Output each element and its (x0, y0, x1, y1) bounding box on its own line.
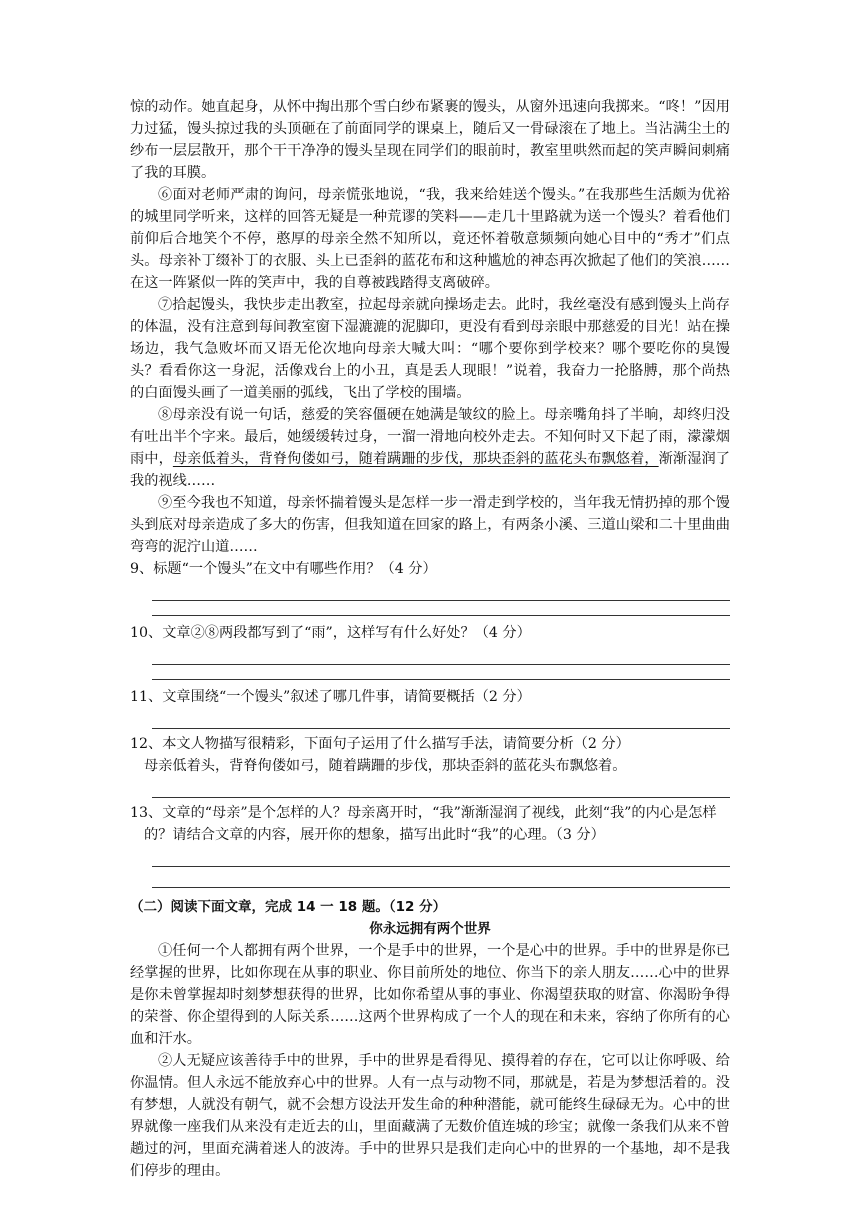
section-2-header: （二）阅读下面文章，完成 14 一 18 题。（12 分） (130, 899, 447, 915)
answer-line[interactable] (152, 846, 730, 867)
answer-line[interactable] (152, 708, 730, 729)
story-paragraph-6: ⑥面对老师严肃的询问，母亲慌张地说，“我，我来给娃送个馒头。”在我那些生活颇为优裕的城里同学听来，这样的回答无疑是一种荒谬的笑料——走几十里路就为送一个馒头？着看他们前仰后合地笑个不停，憨厚的母亲全然不知所以，竟还怀着敬意频频向她心目中的“秀才”们点头。母亲补丁缀补丁的衣服、头上已歪斜的蓝花布和这种尴尬的神态再次掀起了他们的笑浪……在这一阵紧似一阵的笑声中，我的自尊被践踏得支离破碎。 (130, 187, 730, 291)
question-12-quote: 母亲低着头，背脊佝偻如弓，随着蹒跚的步伐，那块歪斜的蓝花头布飘悠着。 (144, 758, 627, 774)
story-paragraph-7: ⑦拾起馒头，我快步走出教室，拉起母亲就向操场走去。此时，我丝毫没有感到馒头上尚存的体温，没有注意到每间教室窗下湿漉漉的泥脚印，更没有看到母亲眼中那慈爱的目光！站在操场边，我气急败坏而又语无伦次地向母亲大喊大叫：“哪个要你到学校来？哪个要吃你的臭馒头？看看你这一身泥，活像戏台上的小丑，真是丢人现眼！”说着，我奋力一抡胳膊，那个尚热的白面馒头画了一道美丽的弧线，飞出了学校的围墙。 (130, 297, 730, 401)
answer-line[interactable] (152, 644, 730, 665)
question-11: 11、文章围绕“一个馒头”叙述了哪几件事，请简要概括（2 分） (130, 689, 531, 705)
document-page (130, 96, 730, 1182)
article-paragraph-1: ①任何一个人都拥有两个世界，一个是手中的世界，一个是心中的世界。手中的世界是你已经掌握的世界，比如你现在从事的职业、你目前所处的地位、你当下的亲人朋友……心中的世界是你未曾掌握却时刻梦想获得的世界，比如你希望从事的事业、你渴望获取的财富、你渴盼争得的荣誉、你企望得到的人际关系……这两个世界构成了一个人的现在和未来，容纳了你所有的心血和汗水。 (130, 943, 730, 1047)
underlined-sentence: 母亲低着头，背脊佝偻如弓，随着蹒跚的步伐，那块歪斜的蓝花头布飘悠着， (172, 451, 659, 467)
answer-line[interactable] (152, 665, 730, 680)
answer-line[interactable] (152, 601, 730, 616)
paragraph-8-text-a: ⑧母亲没有说一句话，慈爱的笑容僵硬在她满是皱纹的脸上。母亲嘴角抖了半晌，却终归没有吐出半个字来。最后，她缓缓转过身，一溜一滑地向校外走去。不知何时又下起了雨，濛濛烟雨中， (130, 407, 730, 467)
article-title: 你永远拥有两个世界 (369, 921, 491, 937)
story-paragraph-9: ⑨至今我也不知道，母亲怀揣着馒头是怎样一步一滑走到学校的，当年我无情扔掉的那个馒头到底对母亲造成了多大的伤害，但我知道在回家的路上，有两条小溪、三道山梁和二十里曲曲弯弯的泥泞山道…… (130, 495, 730, 555)
story-paragraph-continued: 惊的动作。她直起身，从怀中掏出那个雪白纱布紧裹的馒头，从窗外迅速向我掷来。“咚！”因用力过猛，馒头掠过我的头顶砸在了前面同学的课桌上，随后又一骨碌滚在了地上。当沾满尘土的纱布一层层散开，那个干干净净的馒头呈现在同学们的眼前时，教室里哄然而起的笑声瞬间刺痛了我的耳膜。 (130, 99, 730, 181)
story-paragraph-8 (130, 404, 730, 492)
question-12: 12、本文人物描写很精彩，下面句子运用了什么描写手法，请简要分析（2 分） (130, 736, 630, 752)
question-9: 9、标题“一个馒头”在文中有哪些作用？（4 分） (130, 561, 437, 577)
question-10: 10、文章②⑧两段都写到了“雨”，这样写有什么好处？（4 分） (130, 625, 531, 641)
paragraph-8-text-b: 渐渐湿润了我的视线…… (130, 451, 730, 489)
answer-line[interactable] (152, 867, 730, 888)
question-13: 13、文章的“母亲”是个怎样的人？母亲离开时，“我”渐渐湿润了视线，此刻“我”的内心是怎样的？请结合文章的内容，展开你的想象，描写出此时“我”的心理。（3 分） (130, 805, 717, 843)
article-paragraph-2: ②人无疑应该善待手中的世界，手中的世界是看得见、摸得着的存在，它可以让你呼吸、给你温情。但人永远不能放弃心中的世界。人有一点与动物不同，那就是，若是为梦想活着的。没有梦想，人就没有朝气，就不会想方设法开发生命的种种潜能，就可能终生碌碌无为。心中的世界就像一座我们从来没有走近去的山，里面藏满了无数价值连城的珍宝；就像一条我们从来不曾趟过的河，里面充满着迷人的波涛。手中的世界只是我们走向心中的世界的一个基地，却不是我们停步的理由。 (130, 1053, 730, 1179)
answer-line[interactable] (152, 777, 730, 798)
answer-line[interactable] (152, 580, 730, 601)
